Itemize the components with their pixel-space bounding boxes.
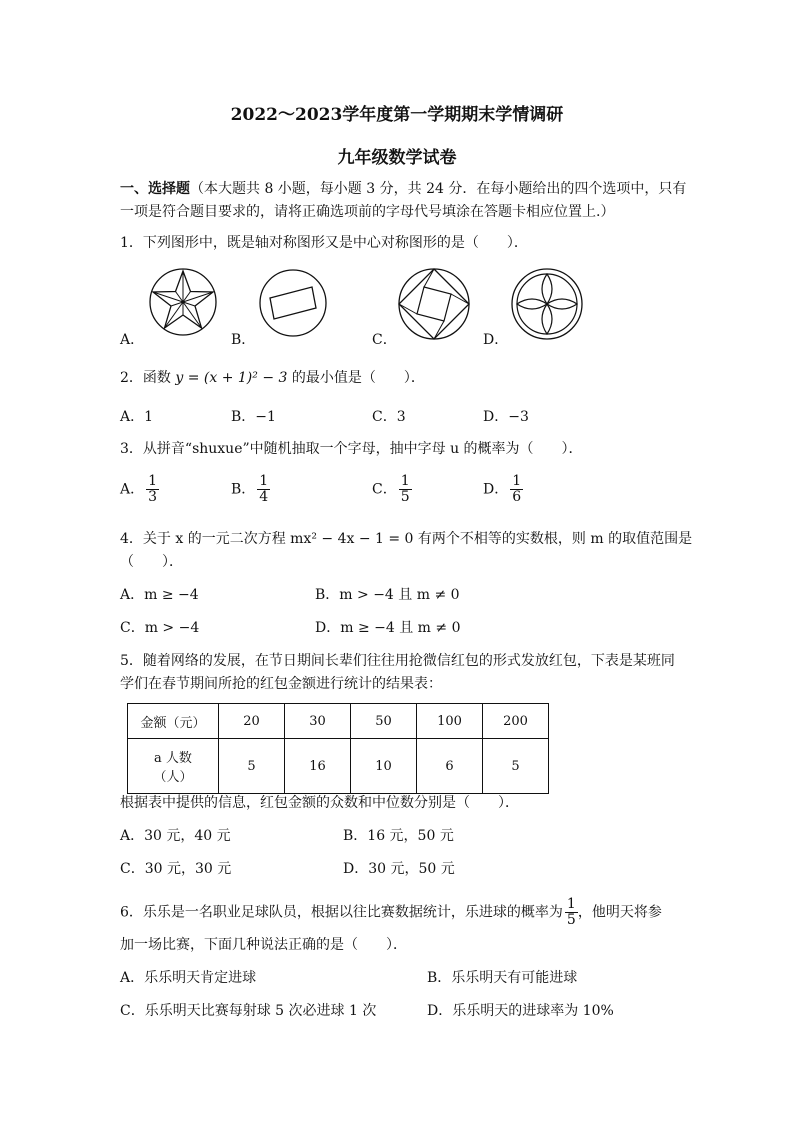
- q1-stem: 1．下列图形中，既是轴对称图形又是中心对称图形的是（ ）．: [120, 235, 528, 251]
- q2-option-b: B．−1: [231, 409, 276, 425]
- fraction-numerator: 1: [148, 473, 158, 489]
- fraction-denominator: 5: [400, 489, 410, 505]
- table-row: [128, 739, 549, 794]
- parallelogram-in-circle-figure: [258, 268, 328, 338]
- q6-option-c: C．乐乐明天比赛每射球 5 次必进球 1 次: [120, 1003, 377, 1019]
- q3-option-c: [372, 474, 412, 505]
- q6-option-b: B．乐乐明天有可能进球: [427, 970, 578, 986]
- q4-option-a: A．m ≥ −4: [120, 587, 199, 603]
- q6-stem-suffix: ，他明天将参: [577, 904, 662, 921]
- fraction-denominator: 3: [148, 489, 158, 505]
- q3-option-d-fraction: [510, 474, 523, 505]
- q5-option-c: C．30 元，30 元: [120, 861, 232, 877]
- table-row: [128, 704, 549, 739]
- q2-stem-suffix: 的最小值是（ ）．: [291, 370, 425, 386]
- fraction-denominator: 5: [566, 912, 576, 928]
- exam-title: 2022～2023学年度第一学期期末学情调研: [230, 105, 564, 125]
- table-cell: 200: [483, 704, 549, 739]
- fraction-numerator: 1: [566, 896, 576, 912]
- section-intro-line2: 一项是符合题目要求的，请将正确选项前的字母代号填涂在答题卡相应位置上.）: [120, 204, 615, 220]
- q6-stem-line2: 加一场比赛，下面几种说法正确的是（ ）．: [120, 937, 407, 953]
- red-packet-table: [127, 703, 549, 794]
- fraction-denominator: 6: [512, 489, 522, 505]
- table-cell: 16: [285, 739, 351, 794]
- q3-option-a: [120, 474, 159, 505]
- q1-option-b-label: B．: [231, 332, 256, 348]
- q4-stem-line2: （ ）．: [120, 554, 183, 570]
- table-header-count-line2: （人）: [153, 770, 193, 785]
- q3-option-c-label: C．: [372, 481, 397, 498]
- q6-option-a: A．乐乐明天肯定进球: [120, 970, 257, 986]
- star-in-circle-figure: [148, 267, 218, 337]
- petals-in-circle-figure: [510, 267, 584, 341]
- q6-stem-line1: [120, 897, 662, 928]
- q1-option-c-label: C．: [372, 332, 397, 348]
- q1-option-a-label: A．: [120, 332, 145, 348]
- fraction-denominator: 4: [259, 489, 269, 505]
- section-intro-part1: （本大题共 8 小题，每小题 3 分，共 24 分．在每小题给出的四个选项中，只有: [190, 181, 687, 197]
- q2-option-a: A．1: [120, 409, 154, 425]
- table-cell: 20: [219, 704, 285, 739]
- q3-option-c-fraction: [399, 474, 412, 505]
- q6-option-d: D．乐乐明天的进球率为 10%: [427, 1003, 614, 1019]
- q5-after-table: 根据表中提供的信息，红包金额的众数和中位数分别是（ ）．: [120, 795, 519, 811]
- table-header-count-line1: a 人数: [154, 751, 192, 766]
- table-header-count: [128, 739, 219, 794]
- q4-option-b: B．m > −4 且 m ≠ 0: [315, 587, 460, 603]
- q4-option-c: C．m > −4: [120, 620, 200, 636]
- q3-option-d: [483, 474, 523, 505]
- q3-option-a-label: A．: [120, 481, 145, 498]
- q4-stem-line1: 4．关于 x 的一元二次方程 mx² − 4x − 1 = 0 有两个不相等的实数根，则 m 的取值范围是: [120, 531, 693, 547]
- table-cell: 10: [351, 739, 417, 794]
- q3-stem: 3．从拼音“shuxue”中随机抽取一个字母，抽中字母 u 的概率为（ ）．: [120, 441, 583, 457]
- q6-stem-prefix: 6．乐乐是一名职业足球队员，根据以往比赛数据统计，乐进球的概率为: [120, 904, 563, 921]
- table-cell: 50: [351, 704, 417, 739]
- q1-option-d-label: D．: [483, 332, 509, 348]
- q6-fraction: [565, 897, 578, 928]
- fraction-numerator: 1: [512, 473, 522, 489]
- table-cell: 5: [483, 739, 549, 794]
- q3-option-b-label: B．: [231, 481, 256, 498]
- q4-option-d: D．m ≥ −4 且 m ≠ 0: [315, 620, 461, 636]
- fraction-numerator: 1: [400, 473, 410, 489]
- table-cell: 30: [285, 704, 351, 739]
- q5-stem-line2: 学们在春节期间所抢的红包金额进行统计的结果表：: [120, 676, 442, 692]
- fraction-numerator: 1: [259, 473, 269, 489]
- squares-in-circle-figure: [397, 267, 471, 341]
- q3-option-b-fraction: [257, 474, 270, 505]
- q2-option-d: D．−3: [483, 409, 529, 425]
- section-heading: 一、选择题: [120, 181, 190, 197]
- q3-option-a-fraction: [146, 474, 159, 505]
- q3-option-b: [231, 474, 270, 505]
- q2-stem: [120, 368, 425, 388]
- q2-formula: y = (x + 1)² − 3: [175, 370, 288, 386]
- table-cell: 5: [219, 739, 285, 794]
- table-cell: 6: [417, 739, 483, 794]
- q2-option-c: C．3: [372, 409, 406, 425]
- q5-option-a: A．30 元，40 元: [120, 828, 231, 844]
- q5-stem-line1: 5．随着网络的发展，在节日期间长辈们往往用抢微信红包的形式发放红包，下表是某班同: [120, 653, 675, 669]
- table-cell: 100: [417, 704, 483, 739]
- table-header-amount: 金额（元）: [128, 704, 219, 739]
- q5-option-d: D．30 元，50 元: [343, 861, 455, 877]
- exam-subtitle: 九年级数学试卷: [337, 148, 457, 168]
- section-intro-line1: [120, 179, 686, 199]
- q5-option-b: B．16 元，50 元: [343, 828, 454, 844]
- q3-option-d-label: D．: [483, 481, 509, 498]
- q2-stem-prefix: 2．函数: [120, 370, 171, 386]
